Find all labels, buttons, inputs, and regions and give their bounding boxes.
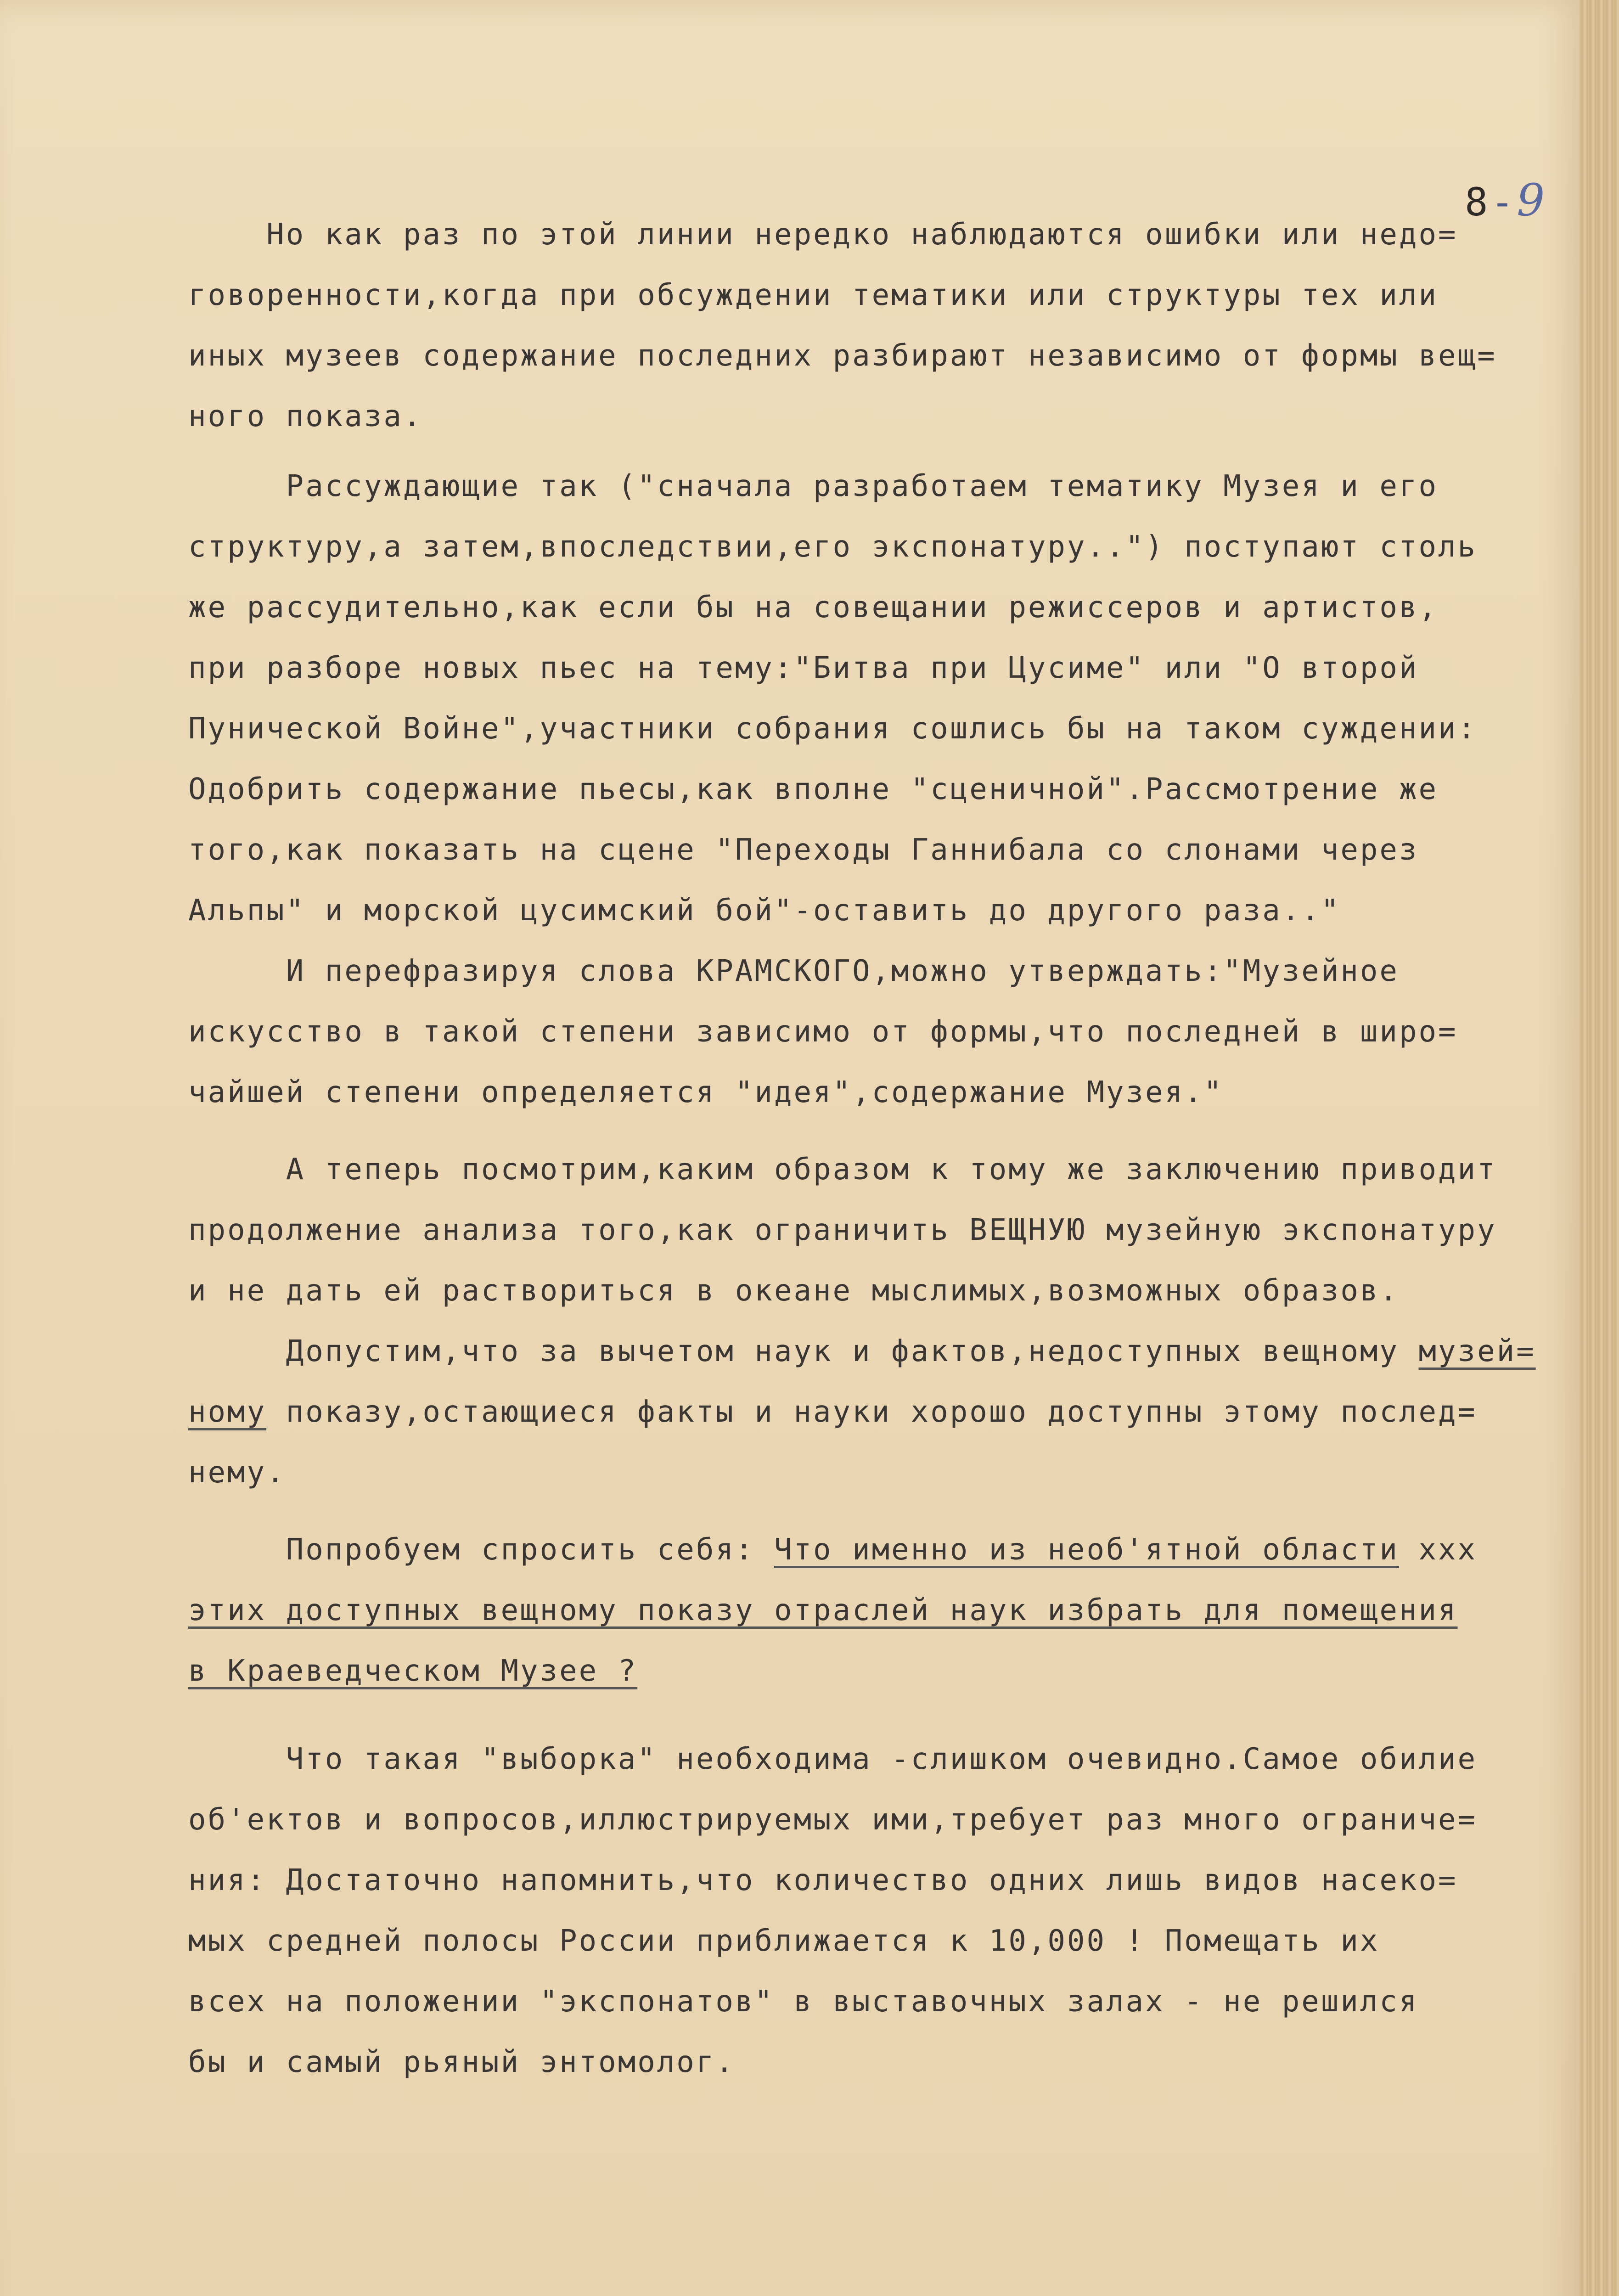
text-line: Одобрить содержание пьесы,как вполне "сценичной".Рассмотрение же <box>188 772 1438 806</box>
text-line <box>188 1321 1543 1382</box>
text-line: Что такая "выборка" необходима -слишком очевидно.Самое обилие <box>188 1742 1478 1776</box>
text-line: Но как раз по этой линии нередко наблюдаются ошибки или недо= <box>188 218 1458 252</box>
underlined-text: этих доступных вещному показу отраслей наук избрать для помещения <box>188 1593 1458 1627</box>
text-line: об'ектов и вопросов,иллюстрируемых ими,требует раз много ограниче= <box>188 1803 1478 1837</box>
text-segment: Попробуем спросить себя: <box>188 1533 774 1567</box>
text-line <box>188 1641 1543 1701</box>
text-line: и не дать ей раствориться в океане мыслимых,возможных образов. <box>188 1274 1399 1308</box>
text-line: всех на положении "экспонатов" в выставочных залах - не решился <box>188 1985 1419 2019</box>
text-line <box>188 1580 1543 1641</box>
text-line: же рассудительно,как если бы на совещании режиссеров и артистов, <box>188 591 1438 625</box>
underlined-text: Что именно из необ'ятной области <box>774 1533 1399 1567</box>
text-line <box>188 1519 1543 1580</box>
text-line: при разборе новых пьес на тему:"Битва при Цусиме" или "О второй <box>188 651 1419 685</box>
text-line: И перефразируя слова КРАМСКОГО,можно утверждать:"Музейное <box>188 954 1399 988</box>
text-line: Альпы" и морской цусимский бой"-оставить до другого раза.." <box>188 894 1341 928</box>
text-line: ния: Достаточно напомнить,что количество одних лишь видов насеко= <box>188 1863 1458 1897</box>
page-number-typed: 8 <box>1465 180 1491 225</box>
text-line: мых средней полосы России приближается к 10,000 ! Помещать их <box>188 1924 1380 1958</box>
text-line: искусство в такой степени зависимо от формы,что последней в широ= <box>188 1015 1458 1049</box>
page-number-dash: - <box>1490 180 1517 225</box>
text-line: иных музеев содержание последних разбирают независимо от формы вещ= <box>188 339 1497 373</box>
text-line: бы и самый рьяный энтомолог. <box>188 2045 735 2079</box>
text-line: говоренности,когда при обсуждении тематики или структуры тех или <box>188 278 1438 312</box>
text-line: ного показа. <box>188 400 423 433</box>
text-line: структуру,а затем,впоследствии,его экспонатуру..") поступают столь <box>188 530 1478 564</box>
underlined-text: в Краеведческом Музее ? <box>188 1654 638 1688</box>
text-line: того,как показать на сцене "Переходы Ганнибала со слонами через <box>188 833 1419 867</box>
typed-text-body <box>188 204 1543 2093</box>
underlined-text: музей= <box>1418 1334 1536 1368</box>
binder-page-edge <box>1580 0 1619 2296</box>
page-number-pencil: 9 <box>1517 174 1548 226</box>
text-line: Рассуждающие так ("сначала разработаем тематику Музея и его <box>188 469 1438 503</box>
text-line: продолжение анализа того,как ограничить ВЕЩНУЮ музейную экспонатуру <box>188 1213 1497 1247</box>
text-segment: показу,остающиеся факты и науки хорошо доступны этому послед= <box>266 1395 1478 1429</box>
text-line <box>188 1382 1543 1442</box>
text-segment: Допустим,что за вычетом наук и фактов,недоступных вещному <box>188 1334 1419 1368</box>
text-line: чайшей степени определяется "идея",содержание Музея." <box>188 1075 1224 1109</box>
text-line: А теперь посмотрим,каким образом к тому же заключению приводит <box>188 1153 1497 1187</box>
text-line: нему. <box>188 1456 286 1490</box>
text-line: Пунической Войне",участники собрания сошлись бы на таком суждении: <box>188 712 1478 746</box>
struck-text: xxx <box>1399 1533 1478 1567</box>
underlined-text: ному <box>188 1395 267 1429</box>
